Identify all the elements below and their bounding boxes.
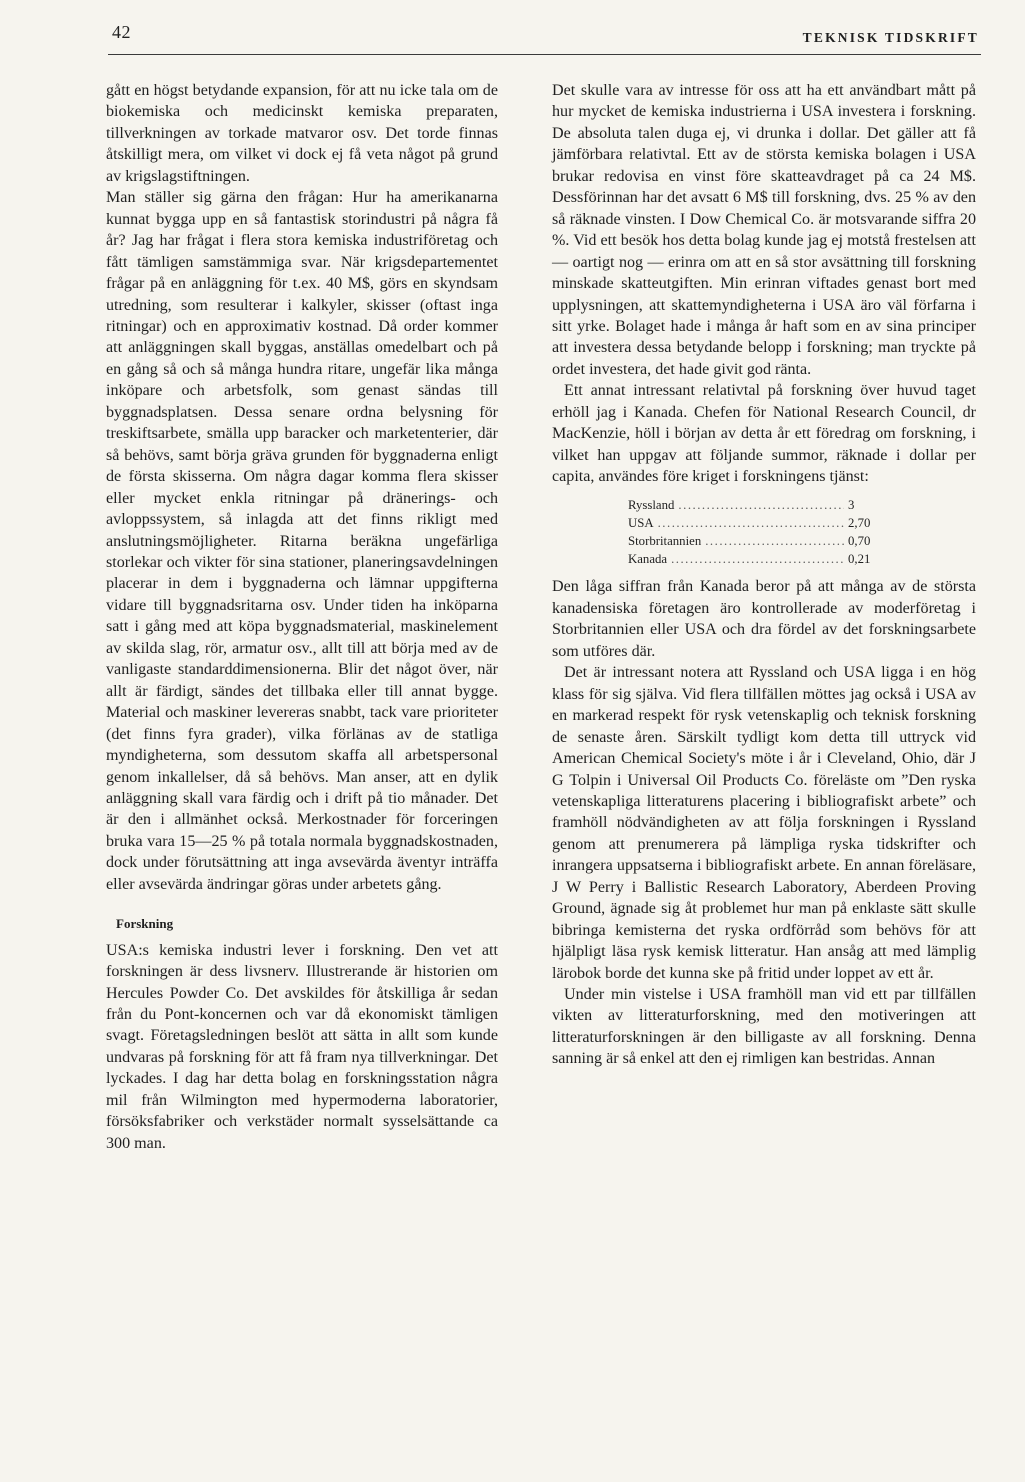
dot-leader bbox=[678, 496, 844, 514]
page-number: 42 bbox=[112, 22, 131, 42]
country-name: Ryssland bbox=[628, 497, 675, 512]
section-heading: Forskning bbox=[116, 916, 174, 932]
right-paragraph-4: Det är intressant notera att Ryssland och USA ligga i en hög klass för sig själva. Vid flera tillfällen möttes jag också i USA av en markerad respekt för rysk vetenskaplig och teknisk forskning de senaste åren. Särskilt tydligt kom detta till uttryck vid American Chemical Society's möte i år i Cleveland, Ohio, där J G Tolpin i Universal Oil Products Co. föreläste om ”Den ryska vetenskapliga litteraturens placering i bibliografiskt arbete” och framhöll nödvändigheten av att följa forskningen i Ryssland genom att prenumerera på lämpliga ryska tidskrifter och inrangera uppsatserna i bibliografiskt arbete. En annan föreläsare, J W Perry i Ballistic Research Laboratory, Aberdeen Proving Ground, ägnade sig åt problemet hur man på enklaste sätt skulle bibringa kemisterna det ryska ordförråd som behövs för att hjälpligt läsa rysk kemisk litteratur. Han ansåg att med lämplig lärobok borde det kunna ske på fritid under loppet av ett år. bbox=[552, 664, 976, 982]
right-paragraph-3: Den låga siffran från Kanada beror på att många av de största kanadensiska företagen äro kontrollerade av moderföretag i Storbritannien eller USA och dra fördel av det forskningsarbete som utföres där. bbox=[552, 578, 976, 660]
dollar-value: 0,70 bbox=[848, 534, 871, 549]
table-row bbox=[628, 532, 880, 550]
right-column bbox=[552, 80, 976, 1070]
country-name: Kanada bbox=[628, 552, 668, 567]
dot-leader bbox=[658, 514, 844, 532]
left-paragraph-3: USA:s kemiska industri lever i forskning. Den vet att forskningen är dess livsnerv. Illustrerande är historien om Hercules Powder Co. Det avskildes för åtskilliga år sedan från du Pont-koncernen och var då ekonomiskt tämligen svagt. Företagsledningen beslöt att sätta in allt som kunde undvaras på forskning för att få fram nya tillverkningar. Det lyckades. I dag har detta bolag en forskningsstation några mil från Wilmington med hypermoderna laboratorier, försöksfabriker och verkstäder normalt sysselsättande ca 300 man. bbox=[106, 941, 498, 1152]
table-row bbox=[628, 496, 880, 514]
country-name: USA bbox=[628, 515, 654, 530]
per-capita-table bbox=[628, 496, 880, 569]
right-paragraph-5: Under min vistelse i USA framhöll man vid ett par tillfällen vikten av litteraturforskning, med den motiveringen att litteraturforskningen är den billigaste av all forskning. Denna sanning är så enkel att den ej rimligen kan bestridas. Annan bbox=[552, 986, 976, 1068]
left-paragraph-2: Man ställer sig gärna den frågan: Hur ha amerikanarna kunnat bygga upp en så fantastisk storindustri på några få år? Jag har frågat i flera stora kemiska industriföretag och fått tämligen samstämmiga svar. När krigsdepartementet frågar på en anläggning för t.ex. 40 M$, görs en skyndsam utredning, som resulterar i kalkyler, skisser (oftast inga ritningar) och en approximativ kostnad. Då order kommer att anläggningen skall byggas, anställas omedelbart och på en gång så och så många hundra ritare, ungefär lika många inköpare och arbetsfolk, som genast sändas till byggnadsplatsen. Dessa senare ordna belysning för treskiftsarbete, smälla upp baracker och marketenterier, där så behövs, samt börja gräva grunden för byggnaderna enligt de första skisserna. Om några dagar komma flera skisser eller mycket enkla ritningar på dränerings- och avloppssystem, så inlagda att det finns rikligt med anslutningsmöjligheter. Ritarna beräkna ungefärliga storlekar och vikter för sina stationer, planeringsavdelningen placerar in dem i byggnaderna och lämnar uppgifterna vidare till byggnadsritarna osv. Under tiden ha inköparna satt i gång med att köpa byggnadsmaterial, maskinelement av skilda slag, rör, armatur osv., allt till att börja med av de vanligaste standarddimensionerna. Blir det något över, när allt är färdigt, sändes det tillbaka eller till annat bygge. Material och maskiner levereras snabbt, tack vare prioriteter (det finns fyra grader), vilka förlänas av de statliga myndigheterna, som dessutom skaffa all arbetspersonal genom inkallelser, då så behövs. Man anser, att en dylik anläggning skall vara färdig och i drift på tio månader. Det är den i allmänhet också. Merkostnader för forceringen bruka vara 15—25 % på totala normala byggnadskostnaden, dock under förutsättning att inga avsevärda äventyr inträffa eller avsevärda ändringar göras under arbetets gång. bbox=[106, 189, 498, 893]
dollar-value: 3 bbox=[848, 497, 855, 512]
table-row bbox=[628, 550, 880, 568]
dollar-value: 0,21 bbox=[848, 552, 871, 567]
left-paragraph-1: gått en högst betydande expansion, för att nu icke tala om de biokemiska och medicinskt kemiska preparaten, tillverkningen av torkade matvaror osv. Det torde finnas åtskilligt mera, om vilket vi dock ej få veta något på grund av krigslagstiftningen. bbox=[106, 82, 498, 185]
country-name: Storbritannien bbox=[628, 534, 702, 549]
table-row bbox=[628, 514, 880, 532]
header-rule bbox=[108, 54, 981, 55]
dot-leader bbox=[705, 532, 844, 550]
dot-leader bbox=[671, 550, 844, 568]
right-paragraph-1: Det skulle vara av intresse för oss att ha ett användbart mått på hur mycket de kemiska industrierna i USA investera i forskning. De absoluta talen duga ej, vi drunka i dollar. Det gäller att få jämförbara relativtal. Ett av de största kemiska bolagen i USA brukar redovisa en vinst före skatteavdraget på ca 24 M$. Dessförinnan har det avsatt 6 M$ till forskning, dvs. 25 % av den så räknade vinsten. I Dow Chemical Co. är motsvarande siffra 20 %. Vid ett besök hos detta bolag kunde jag ej motstå frestelsen att — oartigt nog — erinra om att en så stor avsättning till forskning minskade skatteutgiften. Min erinran viftades genast bort med upplysningen, att skattemyndigheterna i USA äro väl förfarna i sitt yrke. Bolaget hade i många år haft som en av sina principer att investera dessa betydande belopp i forskning; man tryckte på ordet investera, det hade givit god ränta. bbox=[552, 82, 976, 378]
right-paragraph-2: Ett annat intressant relativtal på forskning över huvud taget erhöll jag i Kanada. Chefen för National Research Council, dr MacKenzie, höll i början av detta år ett föredrag om forskning, i vilket han uppgav att följande summor, räknade i dollar per capita, användes före kriget i forskningens tjänst: bbox=[552, 382, 976, 486]
left-column bbox=[106, 80, 498, 1154]
dollar-value: 2,70 bbox=[848, 515, 871, 530]
journal-title: TEKNISK TIDSKRIFT bbox=[802, 30, 979, 45]
